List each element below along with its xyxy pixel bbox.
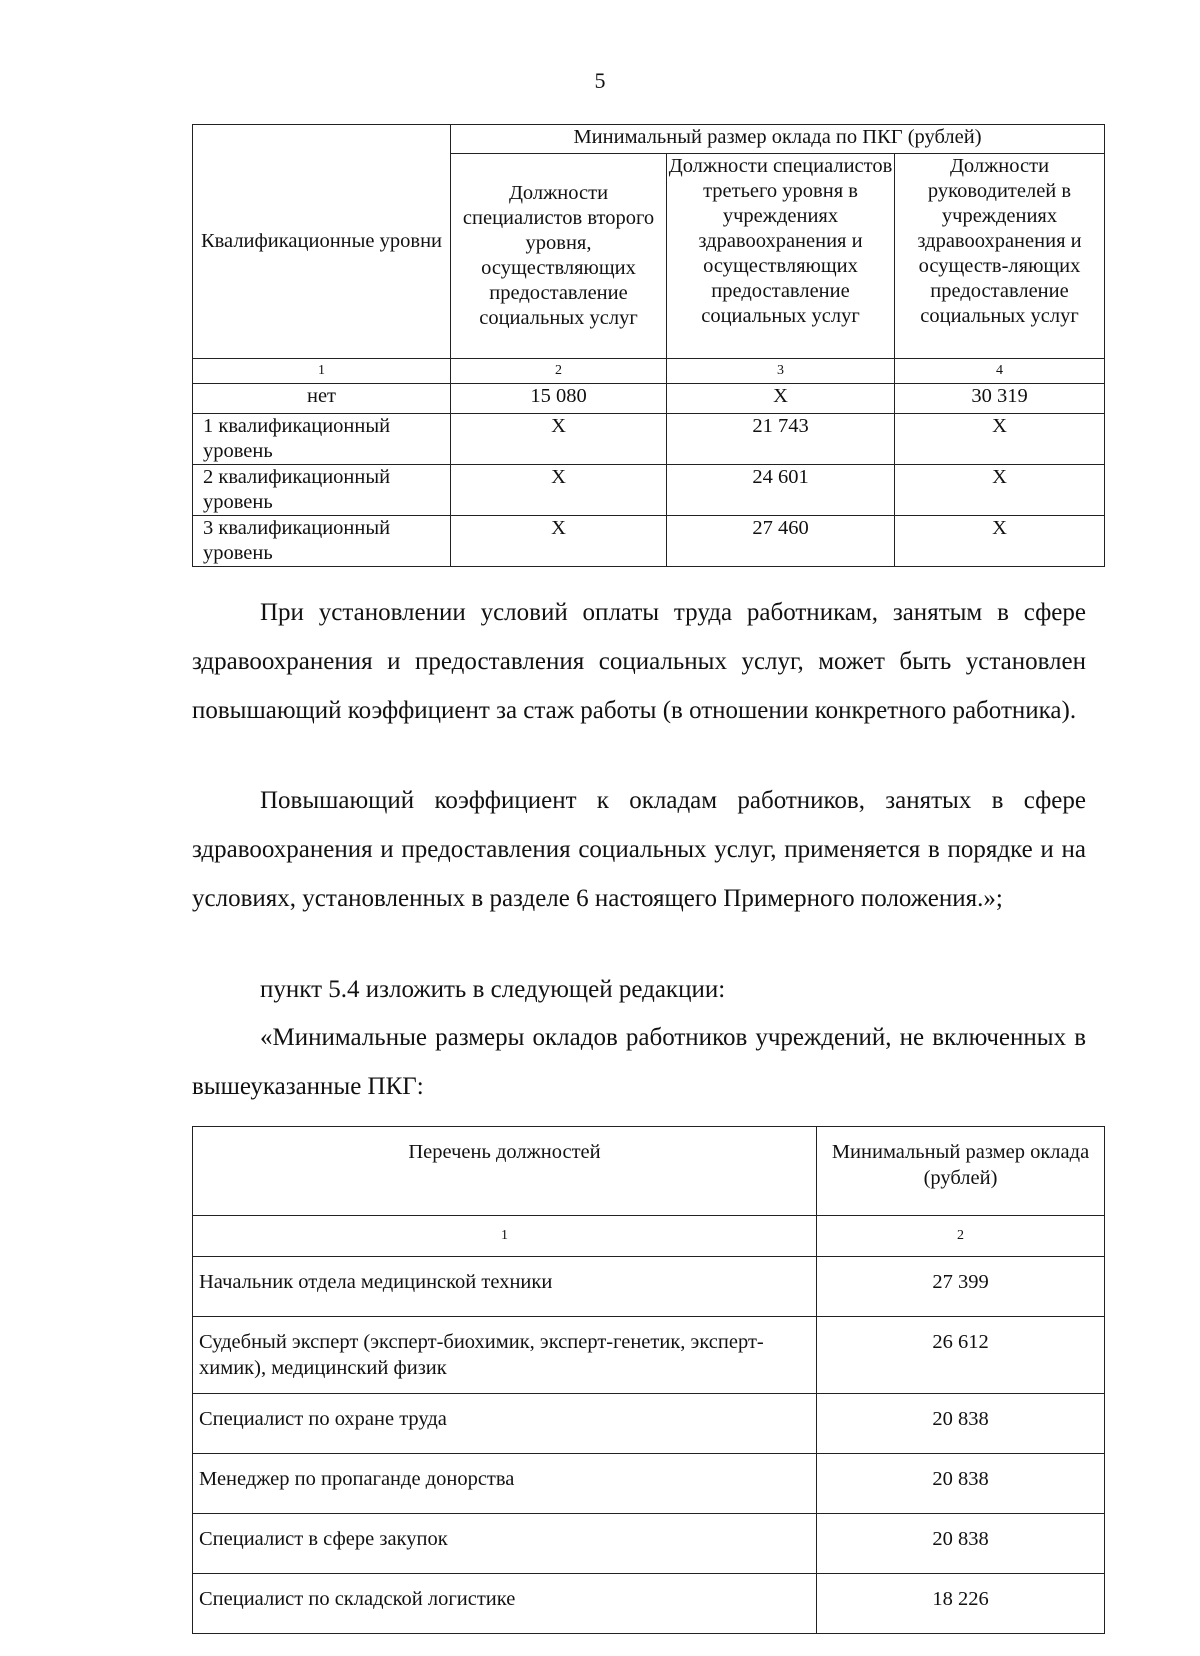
page-number: 5 (594, 68, 606, 93)
table-row (193, 465, 1105, 516)
cell-value: Х (451, 465, 667, 516)
table-row (193, 516, 1105, 567)
header-col-managers: Должности руководителей в учреждениях здравоохранения и осуществ-ляющих предоставление социальных услуг (895, 154, 1105, 359)
position-name: Судебный эксперт (эксперт-биохимик, эксперт-генетик, эксперт-химик), медицинский физик (193, 1317, 817, 1394)
header-qualification-levels: Квалификационные уровни (193, 125, 451, 359)
cell-value: 30 319 (895, 384, 1105, 414)
position-name: Специалист в сфере закупок (193, 1514, 817, 1574)
header-min-salary-pkg: Минимальный размер оклада по ПКГ (рублей) (451, 125, 1105, 154)
row-level-label: 2 квалификационный уровень (193, 465, 451, 516)
table-row (193, 1574, 1105, 1634)
salary-table-qualification-levels (192, 124, 1105, 567)
cell-value: Х (895, 414, 1105, 465)
column-number: 2 (817, 1216, 1105, 1257)
position-name: Специалист по складской логистике (193, 1574, 817, 1634)
cell-value: Х (451, 414, 667, 465)
column-number: 4 (895, 359, 1105, 384)
header-col-second-level: Должности специалистов второго уровня, осуществляющих предоставление социальных услуг (451, 154, 667, 359)
salary-value: 27 399 (817, 1257, 1105, 1317)
column-number: 1 (193, 1216, 817, 1257)
column-number-row (193, 359, 1105, 384)
salary-value: 20 838 (817, 1454, 1105, 1514)
table-row (193, 1394, 1105, 1454)
cell-value: Х (895, 465, 1105, 516)
salary-table-other-positions (192, 1126, 1105, 1634)
column-number: 3 (667, 359, 895, 384)
column-number: 1 (193, 359, 451, 384)
row-level-label: нет (193, 384, 451, 414)
cell-value: 21 743 (667, 414, 895, 465)
cell-value: Х (895, 516, 1105, 567)
paragraph-coefficient-procedure: Повышающий коэффициент к окладам работников, занятых в сфере здравоохранения и предоставления социальных услуг, применяется в порядке и на условиях, установленных в разделе 6 настоящего Примерного положения.»; (192, 787, 1086, 912)
header-min-salary: Минимальный размер оклада (рублей) (817, 1127, 1105, 1216)
salary-value: 20 838 (817, 1394, 1105, 1454)
table-row (193, 384, 1105, 414)
position-name: Начальник отдела медицинской техники (193, 1257, 817, 1317)
table-row (193, 414, 1105, 465)
row-level-label: 1 квалификационный уровень (193, 414, 451, 465)
header-col-third-level: Должности специалистов третьего уровня в учреждениях здравоохранения и осуществляющих предоставление социальных услуг (667, 154, 895, 359)
position-name: Специалист по охране труда (193, 1394, 817, 1454)
table-row (193, 1454, 1105, 1514)
cell-value: Х (667, 384, 895, 414)
cell-value: 24 601 (667, 465, 895, 516)
cell-value: 27 460 (667, 516, 895, 567)
paragraph-clause-5-4: пункт 5.4 изложить в следующей редакции: (260, 976, 726, 1003)
row-level-label: 3 квалификационный уровень (193, 516, 451, 567)
salary-value: 26 612 (817, 1317, 1105, 1394)
salary-value: 20 838 (817, 1514, 1105, 1574)
column-number: 2 (451, 359, 667, 384)
table-row (193, 1257, 1105, 1317)
table-row (193, 1514, 1105, 1574)
cell-value: Х (451, 516, 667, 567)
header-positions-list: Перечень должностей (193, 1127, 817, 1216)
column-number-row (193, 1216, 1105, 1257)
table-row (193, 1317, 1105, 1394)
cell-value: 15 080 (451, 384, 667, 414)
paragraph-experience-coefficient: При установлении условий оплаты труда работникам, занятым в сфере здравоохранения и предоставления социальных услуг, может быть установлен повышающий коэффициент за стаж работы (в отношении конкретного работника). (192, 599, 1086, 724)
position-name: Менеджер по пропаганде донорства (193, 1454, 817, 1514)
paragraph-min-salaries-intro: «Минимальные размеры окладов работников учреждений, не включенных в вышеуказанные ПКГ: (192, 1024, 1086, 1100)
salary-value: 18 226 (817, 1574, 1105, 1634)
